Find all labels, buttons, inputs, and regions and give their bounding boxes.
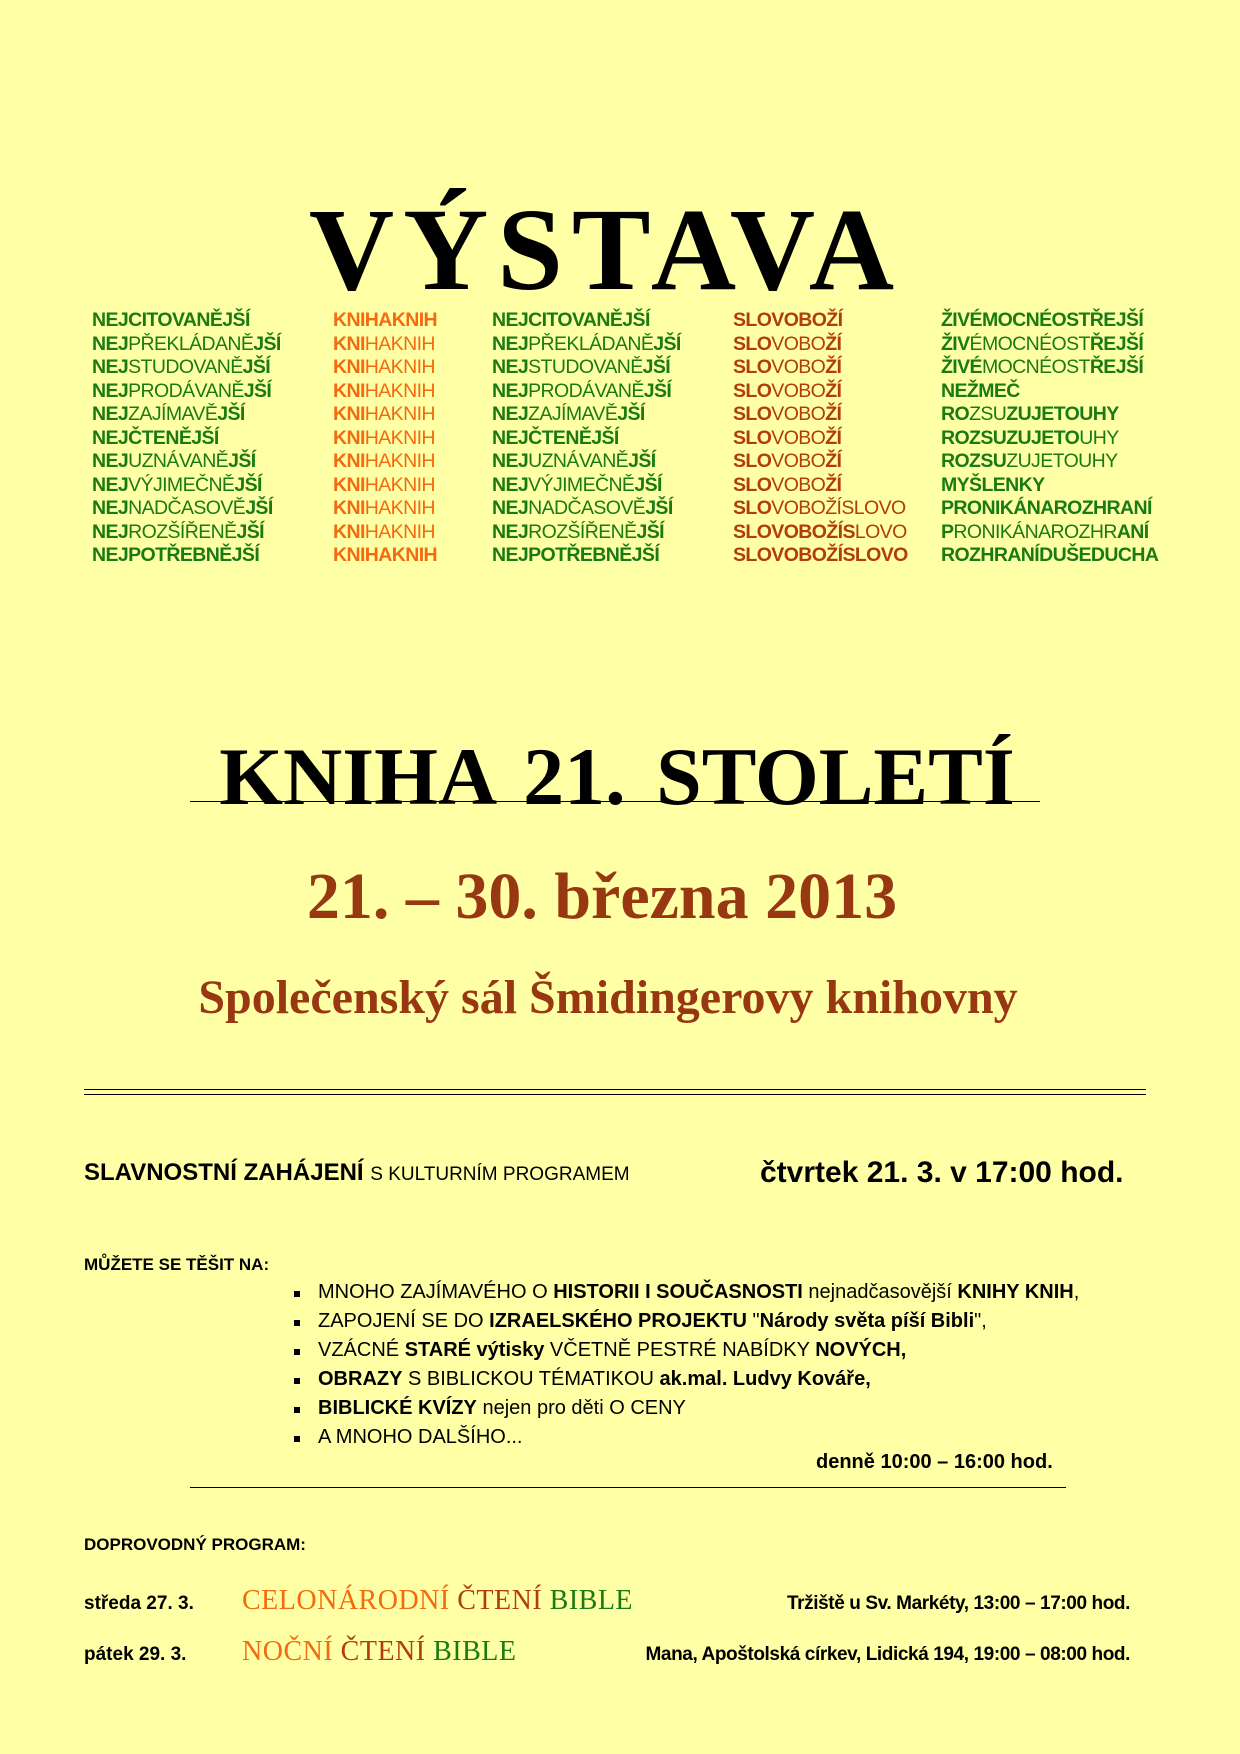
- word-item: SLOVOBOŽÍ: [733, 379, 842, 402]
- word-item: SLOVOBOŽÍSLOVO: [733, 520, 907, 543]
- word-column: [941, 309, 1158, 568]
- program-name-part: BIBLE: [549, 1585, 634, 1616]
- highlight-item: OBRAZY S BIBLICKOU TÉMATIKOU ak.mal. Ludvy Kováře,: [292, 1365, 1079, 1394]
- word-item: KNIHAKNIH: [333, 379, 435, 402]
- word-item: NEŽMEČ: [941, 379, 1020, 402]
- word-column: [492, 309, 681, 568]
- divider-line: [84, 1089, 1146, 1090]
- word-item: NEJPOTŘEBNĚJŠÍ: [92, 544, 260, 566]
- word-column: [733, 309, 908, 568]
- word-column: [333, 309, 437, 568]
- exhibition-dates: 21. – 30. března 2013: [306, 860, 898, 933]
- highlight-item: BIBLICKÉ KVÍZY nejen pro děti O CENY: [292, 1394, 1079, 1423]
- program-place: Tržiště u Sv. Markéty, 13:00 – 17:00 hod.: [787, 1593, 1130, 1614]
- program-name: [242, 1638, 517, 1666]
- highlight-item: A MNOHO DALŠÍHO...: [292, 1423, 1079, 1452]
- poster-title: VÝSTAVA: [308, 184, 904, 316]
- divider-line: [190, 1487, 1066, 1488]
- word-item: NEJCITOVANĚJŠÍ: [92, 309, 250, 331]
- word-item: SLOVOBOŽÍSLOVO: [733, 544, 908, 566]
- program-name-part: ČTENÍ: [457, 1585, 550, 1616]
- look-forward-heading: MŮŽETE SE TĚŠIT NA:: [84, 1255, 270, 1274]
- word-item: NEJZAJÍMAVĚJŠÍ: [492, 403, 645, 425]
- opening-time: čtvrtek 21. 3. v 17:00 hod.: [760, 1156, 1124, 1189]
- word-item: SLOVOBOŽÍ: [733, 450, 842, 472]
- word-item: NEJNADČASOVĚJŠÍ: [92, 497, 273, 519]
- opening-sub: S KULTURNÍM PROGRAMEM: [370, 1164, 630, 1185]
- word-item: SLOVOBOŽÍ: [733, 473, 842, 496]
- word-item: KNIHAKNIH: [333, 450, 435, 472]
- exhibition-venue: Společenský sál Šmidingerovy knihovny: [198, 971, 1018, 1024]
- word-item: MYŠLENKY: [941, 473, 1045, 496]
- exhibition-subtitle: KNIHA 21. STOLETÍ: [219, 731, 1015, 823]
- word-item: KNIHAKNIH: [333, 332, 435, 355]
- word-item: KNIHAKNIH: [333, 426, 435, 449]
- word-item: ROZSUZUJETOUHY: [941, 426, 1119, 449]
- highlight-item: MNOHO ZAJÍMAVÉHO O HISTORII I SOUČASNOSTI nejnadčasovější KNIHY KNIH,: [292, 1278, 1079, 1307]
- word-item: SLOVOBOŽÍ: [733, 332, 842, 355]
- word-item: PRONIKÁNAROZHRANÍ: [941, 520, 1149, 543]
- word-item: NEJPOTŘEBNĚJŠÍ: [492, 544, 660, 566]
- word-item: NEJNADČASOVĚJŠÍ: [492, 497, 673, 519]
- word-item: NEJCITOVANĚJŠÍ: [492, 309, 650, 331]
- program-day: pátek 29. 3.: [84, 1644, 187, 1665]
- word-item: KNIHAKNIH: [333, 497, 435, 519]
- daily-hours: denně 10:00 – 16:00 hod.: [816, 1451, 1053, 1473]
- opening-label: SLAVNOSTNÍ ZAHÁJENÍ: [84, 1159, 364, 1186]
- program-name-part: ČTENÍ: [340, 1636, 434, 1667]
- word-item: ROZSUZUJETOUHY: [941, 403, 1119, 425]
- word-column: [92, 309, 281, 568]
- program-place: Mana, Apoštolská církev, Lidická 194, 19:00 – 08:00 hod.: [645, 1644, 1130, 1665]
- highlight-item: VZÁCNÉ STARÉ výtisky VČETNĚ PESTRÉ NABÍDKY NOVÝCH,: [292, 1336, 1079, 1365]
- word-item: KNIHAKNIH: [333, 403, 435, 425]
- word-item: NEJVÝJIMEČNĚJŠÍ: [92, 473, 262, 496]
- word-item: ROZSUZUJETOUHY: [941, 450, 1118, 472]
- program-day: středa 27. 3.: [84, 1593, 194, 1614]
- word-item: ROZHRANÍDUŠEDUCHA: [941, 544, 1159, 566]
- word-item: NEJSTUDOVANĚJŠÍ: [492, 356, 671, 378]
- word-item: KNIHAKNIH: [333, 309, 438, 331]
- divider-line: [190, 801, 1040, 802]
- word-item: NEJPRODÁVANĚJŠÍ: [492, 379, 672, 402]
- highlights-list: [292, 1278, 1079, 1452]
- word-item: KNIHAKNIH: [333, 544, 438, 566]
- word-item: NEJROZŠÍŘENĚJŠÍ: [92, 520, 264, 543]
- word-item: KNIHAKNIH: [333, 473, 435, 496]
- word-item: SLOVOBOŽÍ: [733, 426, 842, 449]
- word-item: NEJSTUDOVANĚJŠÍ: [92, 356, 271, 378]
- word-item: NEJROZŠÍŘENĚJŠÍ: [492, 520, 664, 543]
- word-item: ŽIVÉMOCNÉOSTŘEJŠÍ: [941, 332, 1144, 355]
- opening-ceremony: [84, 1161, 630, 1185]
- word-item: NEJPŘEKLÁDANĚJŠÍ: [492, 332, 681, 355]
- word-item: KNIHAKNIH: [333, 356, 435, 378]
- word-item: NEJVÝJIMEČNĚJŠÍ: [492, 473, 662, 496]
- word-item: SLOVOBOŽÍ: [733, 356, 842, 378]
- word-item: NEJUZNÁVANĚJŠÍ: [92, 450, 256, 472]
- word-item: NEJPŘEKLÁDANĚJŠÍ: [92, 332, 281, 355]
- word-item: KNIHAKNIH: [333, 520, 435, 543]
- divider-line: [84, 1094, 1146, 1095]
- word-item: NEJPRODÁVANĚJŠÍ: [92, 379, 272, 402]
- word-item: NEJZAJÍMAVĚJŠÍ: [92, 403, 245, 425]
- word-item: ŽIVÉMOCNÉOSTŘEJŠÍ: [941, 356, 1144, 378]
- word-item: ŽIVÉMOCNÉOSTŘEJŠÍ: [941, 309, 1144, 331]
- word-item: SLOVOBOŽÍSLOVO: [733, 497, 906, 519]
- word-item: NEJUZNÁVANĚJŠÍ: [492, 450, 656, 472]
- word-item: SLOVOBOŽÍ: [733, 403, 842, 425]
- word-item: NEJČTENĚJŠÍ: [92, 426, 219, 449]
- highlight-item: ZAPOJENÍ SE DO IZRAELSKÉHO PROJEKTU "Národy světa píší Bibli",: [292, 1307, 1079, 1336]
- program-name: [242, 1587, 633, 1615]
- program-heading: DOPROVODNÝ PROGRAM:: [84, 1535, 306, 1554]
- word-item: SLOVOBOŽÍ: [733, 309, 843, 331]
- program-name-part: CELONÁRODNÍ: [242, 1585, 458, 1616]
- word-item: NEJČTENĚJŠÍ: [492, 426, 619, 449]
- word-item: PRONIKÁNAROZHRANÍ: [941, 497, 1152, 519]
- program-name-part: NOČNÍ: [242, 1636, 341, 1667]
- program-name-part: BIBLE: [433, 1636, 517, 1667]
